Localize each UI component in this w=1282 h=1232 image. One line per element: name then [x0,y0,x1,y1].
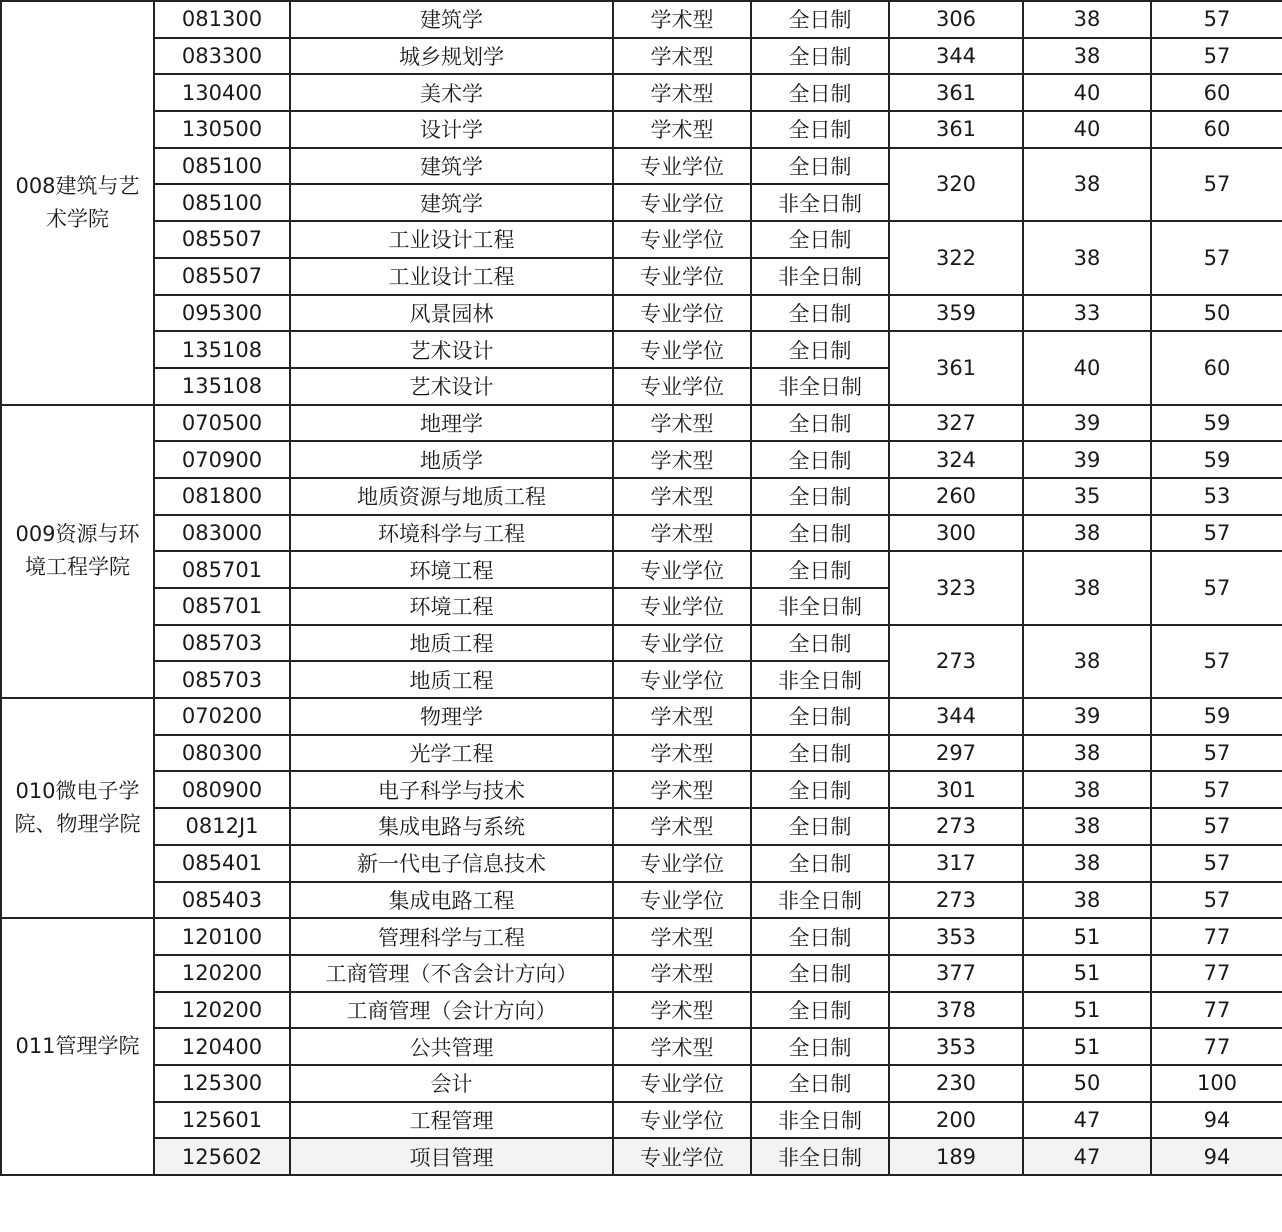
table-row [1,625,1282,662]
table-row [1,148,1282,185]
table-row [1,808,1282,845]
single-subject-score-high-cell: 57 [1151,771,1282,808]
single-subject-score-high-cell: 77 [1151,992,1282,1029]
single-subject-score-cell: 39 [1023,405,1151,442]
single-subject-score-cell: 38 [1023,148,1151,221]
single-subject-score-high-cell: 50 [1151,295,1282,332]
study-mode-cell: 全日制 [751,955,889,992]
program-code-cell: 085701 [154,551,290,588]
study-mode-cell: 全日制 [751,1065,889,1102]
program-name-cell: 新一代电子信息技术 [290,845,613,882]
study-mode-cell: 全日制 [751,331,889,368]
degree-type-cell: 专业学位 [613,845,751,882]
study-mode-cell: 全日制 [751,478,889,515]
study-mode-cell: 全日制 [751,295,889,332]
single-subject-score-cell: 38 [1023,771,1151,808]
table-body [1,1,1282,1175]
study-mode-cell: 非全日制 [751,258,889,295]
program-name-cell: 集成电路与系统 [290,808,613,845]
study-mode-cell: 全日制 [751,405,889,442]
table-row [1,405,1282,442]
study-mode-cell: 全日制 [751,1,889,38]
study-mode-cell: 全日制 [751,515,889,552]
single-subject-score-cell: 50 [1023,1065,1151,1102]
degree-type-cell: 专业学位 [613,221,751,258]
program-code-cell: 085100 [154,148,290,185]
study-mode-cell: 全日制 [751,221,889,258]
program-code-cell: 085100 [154,184,290,221]
table-row [1,221,1282,258]
single-subject-score-cell: 47 [1023,1138,1151,1175]
study-mode-cell: 全日制 [751,698,889,735]
single-subject-score-high-cell: 59 [1151,405,1282,442]
single-subject-score-high-cell: 57 [1151,808,1282,845]
program-code-cell: 120200 [154,955,290,992]
single-subject-score-high-cell: 94 [1151,1102,1282,1139]
degree-type-cell: 专业学位 [613,551,751,588]
degree-type-cell: 学术型 [613,441,751,478]
program-name-cell: 工业设计工程 [290,258,613,295]
college-cell: 011管理学院 [1,918,154,1175]
total-score-cell: 189 [889,1138,1023,1175]
table-row [1,478,1282,515]
study-mode-cell: 全日制 [751,1028,889,1065]
program-name-cell: 工业设计工程 [290,221,613,258]
degree-type-cell: 专业学位 [613,625,751,662]
table-row [1,551,1282,588]
program-code-cell: 085403 [154,882,290,919]
single-subject-score-cell: 38 [1023,38,1151,75]
total-score-cell: 320 [889,148,1023,221]
single-subject-score-cell: 35 [1023,478,1151,515]
program-code-cell: 083300 [154,38,290,75]
table-row [1,735,1282,772]
program-name-cell: 建筑学 [290,148,613,185]
college-cell: 010微电子学院、物理学院 [1,698,154,918]
program-name-cell: 地质学 [290,441,613,478]
program-name-cell: 管理科学与工程 [290,918,613,955]
single-subject-score-high-cell: 57 [1151,515,1282,552]
degree-type-cell: 学术型 [613,405,751,442]
total-score-cell: 300 [889,515,1023,552]
single-subject-score-cell: 38 [1023,882,1151,919]
program-code-cell: 130400 [154,74,290,111]
study-mode-cell: 非全日制 [751,1102,889,1139]
degree-type-cell: 专业学位 [613,184,751,221]
single-subject-score-high-cell: 57 [1151,38,1282,75]
single-subject-score-cell: 47 [1023,1102,1151,1139]
single-subject-score-high-cell: 57 [1151,625,1282,698]
total-score-cell: 306 [889,1,1023,38]
total-score-cell: 301 [889,771,1023,808]
single-subject-score-high-cell: 57 [1151,1,1282,38]
study-mode-cell: 非全日制 [751,588,889,625]
single-subject-score-cell: 51 [1023,918,1151,955]
single-subject-score-high-cell: 57 [1151,735,1282,772]
single-subject-score-cell: 51 [1023,955,1151,992]
single-subject-score-cell: 51 [1023,1028,1151,1065]
total-score-cell: 324 [889,441,1023,478]
program-code-cell: 070900 [154,441,290,478]
single-subject-score-cell: 38 [1023,845,1151,882]
program-code-cell: 081300 [154,1,290,38]
program-code-cell: 135108 [154,331,290,368]
program-code-cell: 080900 [154,771,290,808]
degree-type-cell: 专业学位 [613,1065,751,1102]
study-mode-cell: 全日制 [751,148,889,185]
table-row [1,918,1282,955]
degree-type-cell: 学术型 [613,918,751,955]
study-mode-cell: 全日制 [751,992,889,1029]
single-subject-score-cell: 40 [1023,111,1151,148]
table-row [1,441,1282,478]
program-name-cell: 艺术设计 [290,368,613,405]
college-cell: 008建筑与艺术学院 [1,1,154,405]
single-subject-score-high-cell: 57 [1151,148,1282,221]
table-row [1,955,1282,992]
table-row [1,992,1282,1029]
study-mode-cell: 非全日制 [751,661,889,698]
program-name-cell: 美术学 [290,74,613,111]
study-mode-cell: 全日制 [751,735,889,772]
single-subject-score-high-cell: 77 [1151,918,1282,955]
program-name-cell: 风景园林 [290,295,613,332]
single-subject-score-high-cell: 100 [1151,1065,1282,1102]
program-code-cell: 085703 [154,625,290,662]
study-mode-cell: 非全日制 [751,882,889,919]
degree-type-cell: 专业学位 [613,368,751,405]
study-mode-cell: 全日制 [751,845,889,882]
program-name-cell: 地质工程 [290,661,613,698]
table-row [1,515,1282,552]
program-code-cell: 085701 [154,588,290,625]
study-mode-cell: 非全日制 [751,184,889,221]
study-mode-cell: 全日制 [751,38,889,75]
program-name-cell: 环境工程 [290,588,613,625]
table-row [1,74,1282,111]
table-row [1,1065,1282,1102]
program-name-cell: 设计学 [290,111,613,148]
program-code-cell: 130500 [154,111,290,148]
program-code-cell: 070200 [154,698,290,735]
total-score-cell: 200 [889,1102,1023,1139]
study-mode-cell: 非全日制 [751,368,889,405]
degree-type-cell: 学术型 [613,1028,751,1065]
total-score-cell: 361 [889,111,1023,148]
study-mode-cell: 全日制 [751,111,889,148]
single-subject-score-cell: 40 [1023,74,1151,111]
table-row [1,1028,1282,1065]
program-code-cell: 085507 [154,221,290,258]
total-score-cell: 327 [889,405,1023,442]
program-name-cell: 城乡规划学 [290,38,613,75]
total-score-cell: 273 [889,808,1023,845]
program-name-cell: 地质资源与地质工程 [290,478,613,515]
degree-type-cell: 专业学位 [613,588,751,625]
program-name-cell: 环境科学与工程 [290,515,613,552]
single-subject-score-cell: 40 [1023,331,1151,404]
degree-type-cell: 学术型 [613,515,751,552]
degree-type-cell: 专业学位 [613,661,751,698]
single-subject-score-high-cell: 53 [1151,478,1282,515]
degree-type-cell: 学术型 [613,808,751,845]
degree-type-cell: 学术型 [613,955,751,992]
total-score-cell: 378 [889,992,1023,1029]
single-subject-score-high-cell: 59 [1151,441,1282,478]
program-name-cell: 物理学 [290,698,613,735]
program-name-cell: 工商管理（不含会计方向） [290,955,613,992]
program-code-cell: 085507 [154,258,290,295]
total-score-cell: 297 [889,735,1023,772]
degree-type-cell: 学术型 [613,478,751,515]
single-subject-score-cell: 38 [1023,221,1151,294]
total-score-cell: 361 [889,331,1023,404]
total-score-cell: 353 [889,918,1023,955]
program-code-cell: 0812J1 [154,808,290,845]
program-code-cell: 120100 [154,918,290,955]
program-code-cell: 070500 [154,405,290,442]
single-subject-score-high-cell: 57 [1151,882,1282,919]
program-code-cell: 095300 [154,295,290,332]
single-subject-score-high-cell: 77 [1151,1028,1282,1065]
table-row [1,38,1282,75]
table-row [1,1,1282,38]
program-code-cell: 081800 [154,478,290,515]
degree-type-cell: 专业学位 [613,331,751,368]
program-code-cell: 125601 [154,1102,290,1139]
total-score-cell: 359 [889,295,1023,332]
program-code-cell: 135108 [154,368,290,405]
degree-type-cell: 学术型 [613,771,751,808]
table-row [1,882,1282,919]
total-score-cell: 273 [889,882,1023,919]
table-row [1,845,1282,882]
table-row [1,111,1282,148]
study-mode-cell: 全日制 [751,808,889,845]
study-mode-cell: 全日制 [751,771,889,808]
degree-type-cell: 学术型 [613,735,751,772]
degree-type-cell: 专业学位 [613,258,751,295]
program-name-cell: 艺术设计 [290,331,613,368]
study-mode-cell: 全日制 [751,74,889,111]
single-subject-score-high-cell: 60 [1151,74,1282,111]
table-row [1,1138,1282,1175]
total-score-cell: 353 [889,1028,1023,1065]
single-subject-score-cell: 38 [1023,551,1151,624]
study-mode-cell: 全日制 [751,551,889,588]
degree-type-cell: 专业学位 [613,295,751,332]
program-name-cell: 光学工程 [290,735,613,772]
single-subject-score-cell: 33 [1023,295,1151,332]
single-subject-score-high-cell: 77 [1151,955,1282,992]
program-name-cell: 电子科学与技术 [290,771,613,808]
single-subject-score-high-cell: 59 [1151,698,1282,735]
degree-type-cell: 专业学位 [613,882,751,919]
program-name-cell: 建筑学 [290,1,613,38]
single-subject-score-cell: 38 [1023,1,1151,38]
degree-type-cell: 学术型 [613,111,751,148]
program-code-cell: 120400 [154,1028,290,1065]
single-subject-score-high-cell: 57 [1151,551,1282,624]
total-score-cell: 344 [889,698,1023,735]
table-row [1,771,1282,808]
single-subject-score-high-cell: 60 [1151,111,1282,148]
table-row [1,1102,1282,1139]
program-name-cell: 建筑学 [290,184,613,221]
degree-type-cell: 学术型 [613,1,751,38]
program-name-cell: 会计 [290,1065,613,1102]
total-score-cell: 230 [889,1065,1023,1102]
single-subject-score-high-cell: 57 [1151,221,1282,294]
college-cell: 009资源与环境工程学院 [1,405,154,699]
degree-type-cell: 学术型 [613,74,751,111]
degree-type-cell: 学术型 [613,698,751,735]
program-code-cell: 085401 [154,845,290,882]
degree-type-cell: 学术型 [613,992,751,1029]
program-code-cell: 080300 [154,735,290,772]
study-mode-cell: 全日制 [751,441,889,478]
single-subject-score-cell: 38 [1023,808,1151,845]
total-score-cell: 260 [889,478,1023,515]
single-subject-score-cell: 38 [1023,735,1151,772]
single-subject-score-high-cell: 94 [1151,1138,1282,1175]
total-score-cell: 344 [889,38,1023,75]
program-name-cell: 工商管理（会计方向） [290,992,613,1029]
total-score-cell: 377 [889,955,1023,992]
program-code-cell: 125602 [154,1138,290,1175]
degree-type-cell: 学术型 [613,38,751,75]
total-score-cell: 322 [889,221,1023,294]
program-name-cell: 工程管理 [290,1102,613,1139]
study-mode-cell: 全日制 [751,625,889,662]
degree-type-cell: 专业学位 [613,1102,751,1139]
total-score-cell: 361 [889,74,1023,111]
degree-type-cell: 专业学位 [613,1138,751,1175]
table-row [1,331,1282,368]
study-mode-cell: 全日制 [751,918,889,955]
table-row [1,698,1282,735]
table-row [1,295,1282,332]
single-subject-score-high-cell: 60 [1151,331,1282,404]
single-subject-score-cell: 38 [1023,515,1151,552]
single-subject-score-cell: 39 [1023,441,1151,478]
single-subject-score-cell: 51 [1023,992,1151,1029]
program-name-cell: 集成电路工程 [290,882,613,919]
program-name-cell: 环境工程 [290,551,613,588]
single-subject-score-cell: 38 [1023,625,1151,698]
program-code-cell: 120200 [154,992,290,1029]
program-name-cell: 项目管理 [290,1138,613,1175]
program-name-cell: 公共管理 [290,1028,613,1065]
total-score-cell: 273 [889,625,1023,698]
study-mode-cell: 非全日制 [751,1138,889,1175]
program-name-cell: 地理学 [290,405,613,442]
program-code-cell: 085703 [154,661,290,698]
single-subject-score-cell: 39 [1023,698,1151,735]
single-subject-score-high-cell: 57 [1151,845,1282,882]
program-code-cell: 125300 [154,1065,290,1102]
degree-type-cell: 专业学位 [613,148,751,185]
program-code-cell: 083000 [154,515,290,552]
total-score-cell: 317 [889,845,1023,882]
total-score-cell: 323 [889,551,1023,624]
program-name-cell: 地质工程 [290,625,613,662]
